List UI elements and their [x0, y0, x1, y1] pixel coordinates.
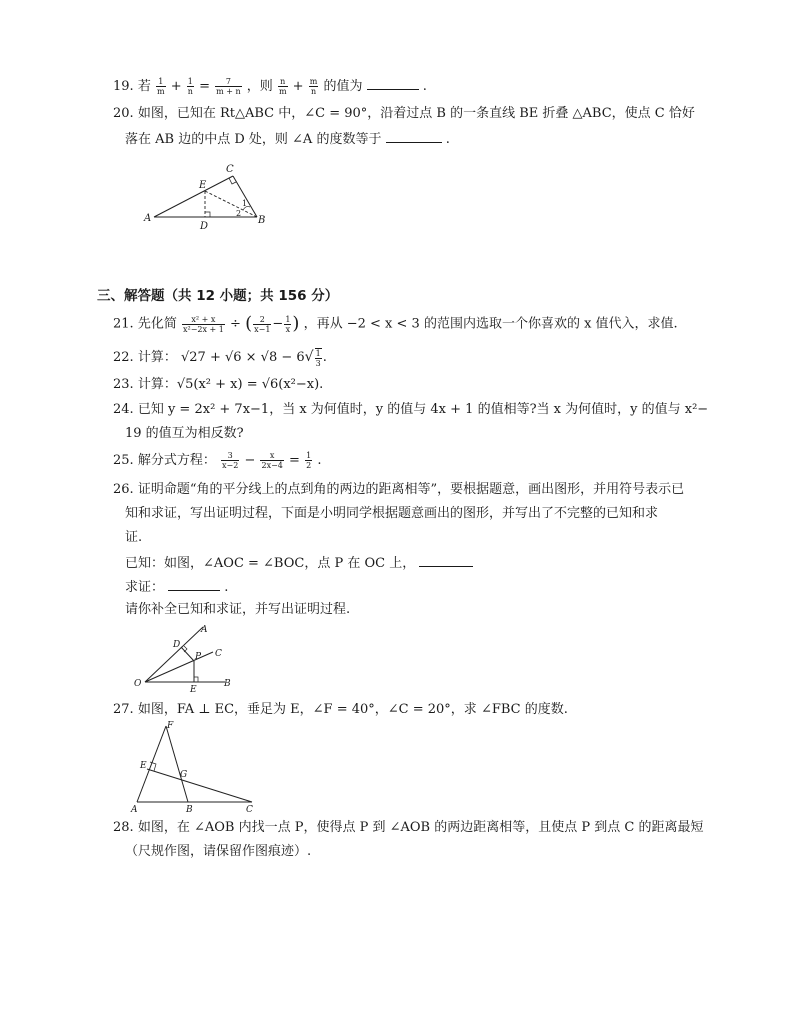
label-E: E: [140, 761, 147, 771]
label-G: G: [180, 770, 188, 780]
question-text: 证明命题“角的平分线上的点到角的两边的距离相等”，要根据题意，画出图形，并用符号表示已: [137, 482, 685, 497]
question-text: 如图，FA ⊥ EC，垂足为 E，∠F = 40°，∠C = 20°，求 ∠FBC 的度数.: [137, 702, 568, 717]
question-23: [113, 375, 323, 395]
operator: +: [170, 79, 182, 94]
text: .: [445, 132, 450, 147]
question-text: 证.: [125, 530, 143, 545]
label-D: D: [200, 221, 209, 232]
label-E: E: [199, 180, 207, 191]
label-A: A: [131, 805, 138, 815]
label-E: E: [190, 685, 197, 695]
figure-q26-angle-bisector: [128, 620, 238, 695]
prove-text: 求证：: [125, 580, 165, 595]
question-22: 22. 计算： √27 + √6 × √8 − 6√ $\frac{1}{3}$ .: [113, 348, 327, 368]
question-text: 如图，在 ∠AOB 内找一点 P，使得点 P 到 ∠AOB 的两边距离相等，且使点 P 到点 C 的距离最短: [137, 820, 704, 835]
section-heading: 三、解答题（共 12 小题；共 156 分）: [97, 288, 339, 304]
operator: −: [244, 453, 256, 468]
question-26-given: [125, 552, 473, 574]
question-text: 已知 y = 2x² + 7x−1，当 x 为何值时，y 的值与 4x + 1 的值相等?当 x 为何值时，y 的值与 x²−: [137, 402, 709, 417]
fraction: $\frac{1}{x}$: [285, 314, 291, 334]
question-20-line-1: [113, 104, 695, 124]
question-number: 19.: [113, 79, 134, 94]
figure-q27-triangle: [126, 716, 266, 816]
label-O: O: [134, 679, 142, 689]
fraction: $\frac{m}{n}$: [309, 77, 318, 96]
label-1: 1: [242, 199, 248, 208]
label-D: D: [173, 640, 181, 650]
fraction: $\frac{1}{3}$: [315, 348, 321, 368]
question-number: 27.: [113, 702, 134, 717]
text: 先化简: [137, 316, 177, 332]
question-24-line-2: [125, 424, 244, 444]
operator: ÷: [230, 316, 241, 332]
question-text: 19 的值互为相反数?: [125, 426, 244, 441]
question-number: 28.: [113, 820, 134, 835]
text: .: [422, 79, 427, 94]
text: 的值为: [323, 79, 363, 94]
question-number: 26.: [113, 482, 134, 497]
operator: +: [292, 79, 304, 94]
question-26-ask: [125, 600, 350, 620]
question-21: 21. 先化简 $\frac{\text{x² + x}}{\text{x²−2x + 1}}$ ÷ ( $\frac{2}{x-1}$ − $\frac{1}{x}$ ) ，再从 −2 < x < 3 的范围内选取一个你喜欢的 x 值代入，求值.: [113, 313, 678, 334]
question-28-line-2: [125, 842, 311, 862]
answer-blank[interactable]: [367, 75, 419, 90]
label-F: F: [167, 721, 174, 731]
text: .: [224, 580, 229, 595]
answer-blank[interactable]: [386, 128, 442, 143]
label-2: 2: [236, 209, 242, 218]
label-B: B: [258, 215, 266, 226]
fraction: $\frac{1}{2}$: [306, 451, 312, 470]
text: 若: [137, 79, 151, 94]
math-expression: √27 + √6 × √8 − 6: [180, 350, 305, 365]
text: .: [322, 350, 327, 365]
given-blank[interactable]: [419, 552, 473, 567]
question-20-line-2: [125, 128, 450, 150]
label-C: C: [215, 649, 222, 659]
text: 计算：: [137, 350, 177, 365]
question-text: 知和求证，写出证明过程，下面是小明同学根据题意画出的图形，并写出了不完整的已知和求: [125, 506, 659, 521]
question-text: 请你补全已知和求证，并写出证明过程.: [125, 602, 351, 617]
question-number: 20.: [113, 106, 134, 121]
text: ，则: [246, 79, 273, 94]
question-text: ，再从 −2 < x < 3 的范围内选取一个你喜欢的 x 值代入，求值.: [303, 316, 678, 332]
question-26-line-2: [125, 504, 658, 524]
given-text: 已知：如图，∠AOC = ∠BOC，点 P 在 OC 上，: [125, 556, 416, 571]
fraction: $\frac{3}{x-2}$: [221, 451, 239, 470]
question-text: 计算：√5(x² + x) = √6(x²−x).: [137, 377, 324, 392]
fraction: $\frac{2}{x-1}$: [254, 314, 271, 334]
question-number: 25.: [113, 453, 134, 468]
fraction: $\frac{x}{2x-4}$: [261, 451, 283, 470]
question-text: 落在 AB 边的中点 D 处，则 ∠A 的度数等于: [125, 132, 382, 147]
operator: =: [289, 453, 300, 468]
question-26-line-1: [113, 480, 684, 500]
operator: =: [199, 79, 210, 94]
fraction: $\frac{7}{m + n}$: [216, 77, 241, 96]
label-A: A: [144, 213, 152, 224]
fraction: $\frac{\text{x² + x}}{\text{x²−2x + 1}}$: [182, 314, 224, 334]
question-28-line-1: [113, 818, 703, 838]
label-P: P: [195, 652, 202, 662]
question-number: 24.: [113, 402, 134, 417]
question-25: [113, 451, 321, 471]
prove-blank[interactable]: [168, 576, 220, 591]
label-B: B: [224, 679, 231, 689]
fraction: $\frac{1}{n}$: [187, 77, 193, 96]
question-number: 21.: [113, 316, 134, 332]
question-26-prove: [125, 576, 228, 598]
figure-q20-triangle: [140, 160, 270, 235]
label-B: B: [186, 805, 193, 815]
question-26-line-3: [125, 528, 142, 548]
question-number: 22.: [113, 350, 134, 365]
fraction: $\frac{n}{m}$: [278, 77, 287, 96]
label-C: C: [226, 164, 234, 175]
question-24-line-1: [113, 400, 708, 420]
question-19: [113, 75, 427, 97]
label-C: C: [246, 805, 253, 815]
label-A: A: [201, 625, 208, 635]
text: 解分式方程：: [137, 453, 216, 468]
question-number: 23.: [113, 377, 134, 392]
fraction: $\frac{1}{m}$: [156, 77, 165, 96]
question-text: （尺规作图，请保留作图痕迹）.: [125, 844, 312, 859]
text: .: [317, 453, 322, 468]
question-text: 如图，已知在 Rt△ABC 中，∠C = 90°，沿着过点 B 的一条直线 BE 折叠 △ABC，使点 C 恰好: [137, 106, 695, 121]
